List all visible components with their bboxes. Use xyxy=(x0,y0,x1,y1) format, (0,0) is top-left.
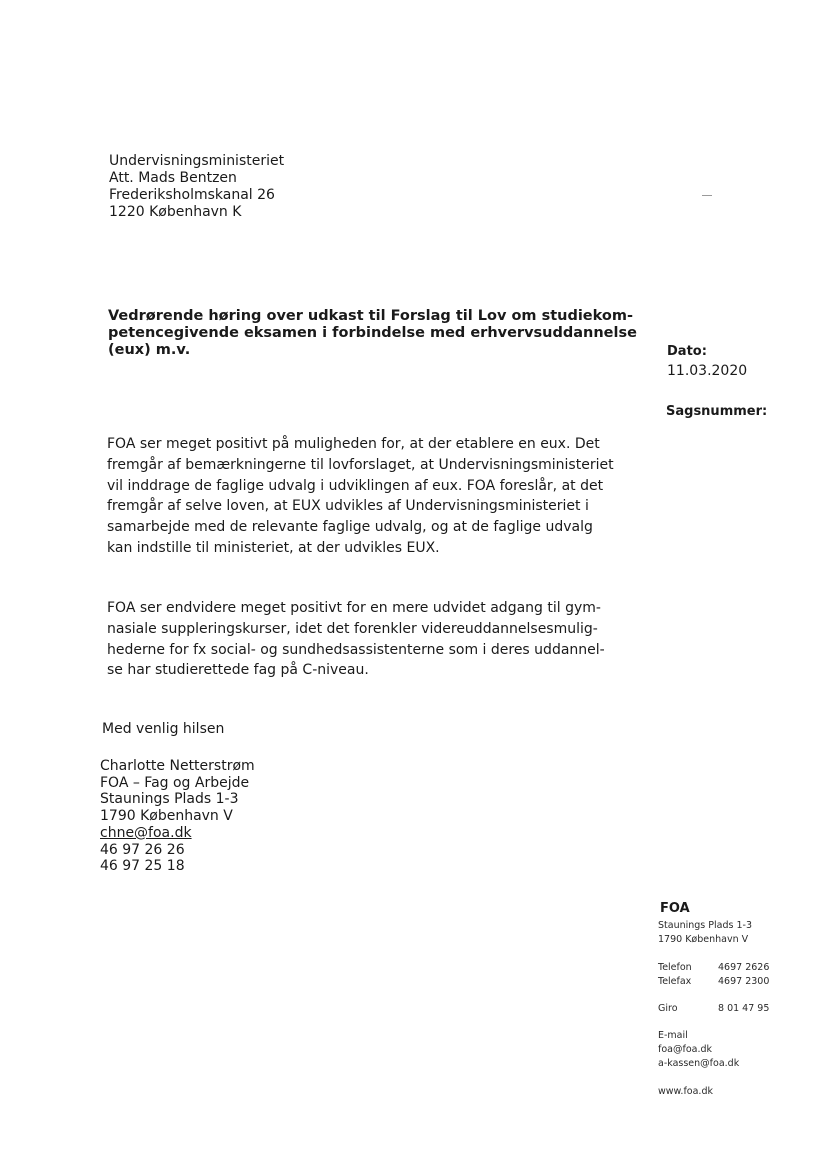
footer-giro-row xyxy=(658,1002,769,1016)
recipient-line: Frederiksholmskanal 26 xyxy=(109,187,275,203)
subject-line: Vedrørende høring over udkast til Forslag til Lov om studiekom- xyxy=(108,308,633,324)
footer-giro-block xyxy=(658,1002,769,1016)
paragraph-line: se har studierettede fag på C-niveau. xyxy=(107,662,369,679)
signature-block xyxy=(100,758,255,875)
recipient-line: Undervisningsministeriet xyxy=(109,153,285,169)
paragraph-line: FOA ser meget positivt på muligheden for, at der etablere en eux. Det xyxy=(107,436,600,452)
footer-website[interactable]: www.foa.dk xyxy=(658,1086,713,1097)
telefon-label: Telefon xyxy=(658,962,692,973)
footer-street: Staunings Plads 1-3 xyxy=(658,920,752,931)
paragraph-line: hederne for fx social- og sundhedsassistenterne som i deres uddannel- xyxy=(107,641,605,658)
signer-phone-1: 46 97 26 26 xyxy=(100,841,185,858)
paragraph-line: nasiale suppleringskurser, idet det forenkler videreuddannelsesmulig- xyxy=(107,620,598,637)
closing-greeting: Med venlig hilsen xyxy=(102,721,225,737)
recipient-line: 1220 København K xyxy=(109,204,242,220)
letter-subject xyxy=(108,308,637,359)
signer-organization: FOA – Fag og Arbejde xyxy=(100,774,250,791)
footer-email-block xyxy=(658,1029,739,1071)
footer-phone-block xyxy=(658,961,769,989)
recipient-address xyxy=(109,153,284,221)
recipient-line: Att. Mads Bentzen xyxy=(109,170,237,186)
case-number-label: Sagsnummer: xyxy=(666,404,768,419)
signer-email-link[interactable]: chne@foa.dk xyxy=(100,824,192,841)
margin-mark xyxy=(702,195,712,196)
subject-line: petencegivende eksamen i forbindelse med erhvervsuddannelse xyxy=(108,325,637,341)
footer-address xyxy=(658,919,752,947)
paragraph-line: vil inddrage de faglige udvalg i udviklingen af eux. FOA foreslår, at det xyxy=(107,477,604,494)
paragraph-line: kan indstille til ministeriet, at der udvikles EUX. xyxy=(107,539,440,556)
footer-org-name: FOA xyxy=(660,901,690,916)
email-label: E-mail xyxy=(658,1030,688,1041)
signer-phone-2: 46 97 25 18 xyxy=(100,858,185,875)
giro-label: Giro xyxy=(658,1003,678,1014)
telefax-value: 4697 2300 xyxy=(718,976,770,987)
body-paragraph-1 xyxy=(107,434,614,559)
paragraph-line: fremgår af bemærkningerne til lovforslaget, at Undervisningsministeriet xyxy=(107,456,614,473)
date-label: Dato: xyxy=(667,344,707,359)
signer-city: 1790 København V xyxy=(100,808,233,825)
subject-line: (eux) m.v. xyxy=(108,342,191,358)
signer-street: Staunings Plads 1-3 xyxy=(100,791,239,808)
footer-email-1[interactable]: foa@foa.dk xyxy=(658,1044,713,1055)
paragraph-line: fremgår af selve loven, at EUX udvikles af Undervisningsministeriet i xyxy=(107,498,589,515)
paragraph-line: samarbejde med de relevante faglige udvalg, og at de faglige udvalg xyxy=(107,519,593,536)
date-value: 11.03.2020 xyxy=(667,363,748,379)
footer-telefon-row xyxy=(658,961,769,975)
paragraph-line: FOA ser endvidere meget positivt for en mere udvidet adgang til gym- xyxy=(107,600,601,616)
telefon-value: 4697 2626 xyxy=(718,962,770,973)
footer-city: 1790 København V xyxy=(658,934,749,945)
footer-telefax-row xyxy=(658,975,769,989)
footer-email-2[interactable]: a-kassen@foa.dk xyxy=(658,1058,740,1069)
body-paragraph-2 xyxy=(107,598,605,681)
telefax-label: Telefax xyxy=(658,976,692,987)
giro-value: 8 01 47 95 xyxy=(718,1003,770,1014)
signer-name: Charlotte Netterstrøm xyxy=(100,758,255,774)
